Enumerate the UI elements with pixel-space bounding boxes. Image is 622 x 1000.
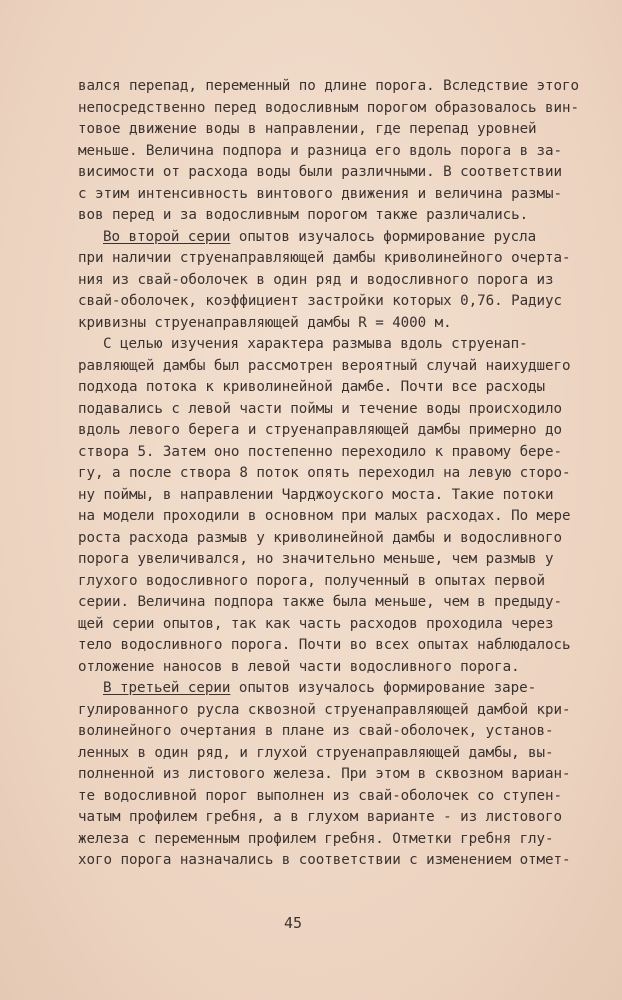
text-line: меньше. Величина подпора и разница его вдоль порога в за- — [78, 142, 563, 159]
paragraph — [78, 678, 578, 872]
text-line: гулированного русла сквозной струенаправляющей дамбой кри- — [78, 701, 571, 718]
text-line: товое движение воды в направлении, где перепад уровней — [78, 121, 537, 137]
underlined-series-heading: В третьей серии — [103, 680, 231, 696]
text-line: чатым профилем гребня, а в глухом варианте - из листового — [78, 809, 563, 825]
paragraph — [78, 227, 578, 335]
text-line: тело водосливного порога. Почти во всех опытах наблюдалось — [78, 637, 571, 653]
text-line: вдоль левого берега и струенаправляющей дамбы примерно до — [78, 422, 563, 438]
text-line: ленных в один ряд, и глухой струенаправляющей дамбы, вы- — [78, 744, 554, 761]
text-line: непосредственно перед водосливным порогом образовалось вин- — [78, 99, 580, 116]
text-line: железа с переменным профилем гребня. Отметки гребня глу- — [78, 830, 554, 847]
text-line: глухого водосливного порога, полученный в опытах первой — [78, 572, 546, 589]
text-line: свай-оболочек, коэффициент застройки которых 0,76. Радиус — [78, 293, 563, 309]
text-line: порога увеличивался, но значительно меньше, чем размыв у — [78, 551, 554, 567]
text-line: подхода потока к криволинейной дамбе. Почти все расходы — [78, 379, 546, 395]
line-text: опытов изучалось формирование русла — [230, 228, 537, 245]
text-line: равляющей дамбы был рассмотрен вероятный случай наихудшего — [78, 357, 571, 374]
page-number: 45 — [284, 914, 303, 932]
line-text: опытов изучалось формирование заре- — [230, 680, 537, 696]
document-body — [78, 76, 578, 872]
text-line: створа 5. Затем оно постепенно переходило к правому бере- — [78, 443, 563, 460]
paragraph — [78, 76, 578, 227]
text-line: вов перед и за водосливным порогом также различались. — [78, 207, 529, 223]
text-line: гу, а после створа 8 поток опять переходил на левую сторо- — [78, 465, 571, 481]
text-line: ну поймы, в направлении Чарджоуского моста. Такие потоки — [78, 486, 554, 503]
text-line: подавались с левой части поймы и течение воды происходило — [78, 400, 563, 417]
text-line: отложение наносов в левой части водосливного порога. — [78, 658, 520, 675]
text-line: вался перепад, переменный по длине порога. Вследствие этого — [78, 78, 580, 94]
text-line: кривизны струенаправляющей дамбы R = 4000 м. — [78, 314, 452, 331]
text-line: на модели проходили в основном при малых расходах. По мере — [78, 508, 571, 524]
text-line: с этим интенсивность винтового движения и величина размы- — [78, 185, 563, 202]
paragraph — [78, 334, 578, 678]
text-line — [78, 678, 578, 700]
text-line: роста расхода размыв у криволинейной дамбы и водосливного — [78, 529, 563, 546]
text-line: щей серии опытов, так как часть расходов проходила через — [78, 615, 554, 632]
text-line: те водосливной порог выполнен из свай-оболочек со ступен- — [78, 787, 563, 804]
text-line: хого порога назначались в соответствии с изменением отмет- — [78, 852, 571, 868]
text-line: волинейного очертания в плане из свай-оболочек, установ- — [78, 723, 554, 739]
text-line: при наличии струенаправляющей дамбы криволинейного очерта- — [78, 250, 571, 266]
text-line: полненной из листового железа. При этом в сквозном вариан- — [78, 766, 571, 782]
text-line: серии. Величина подпора также была меньше, чем в предыду- — [78, 594, 563, 610]
text-line — [78, 227, 578, 249]
text-line: ния из свай-оболочек в один ряд и водосливного порога из — [78, 271, 554, 288]
text-line: висимости от расхода воды были различными. В соответствии — [78, 164, 563, 180]
underlined-series-heading: Во второй серии — [103, 228, 231, 245]
text-line: С целью изучения характера размыва вдоль струенап- — [103, 336, 528, 352]
